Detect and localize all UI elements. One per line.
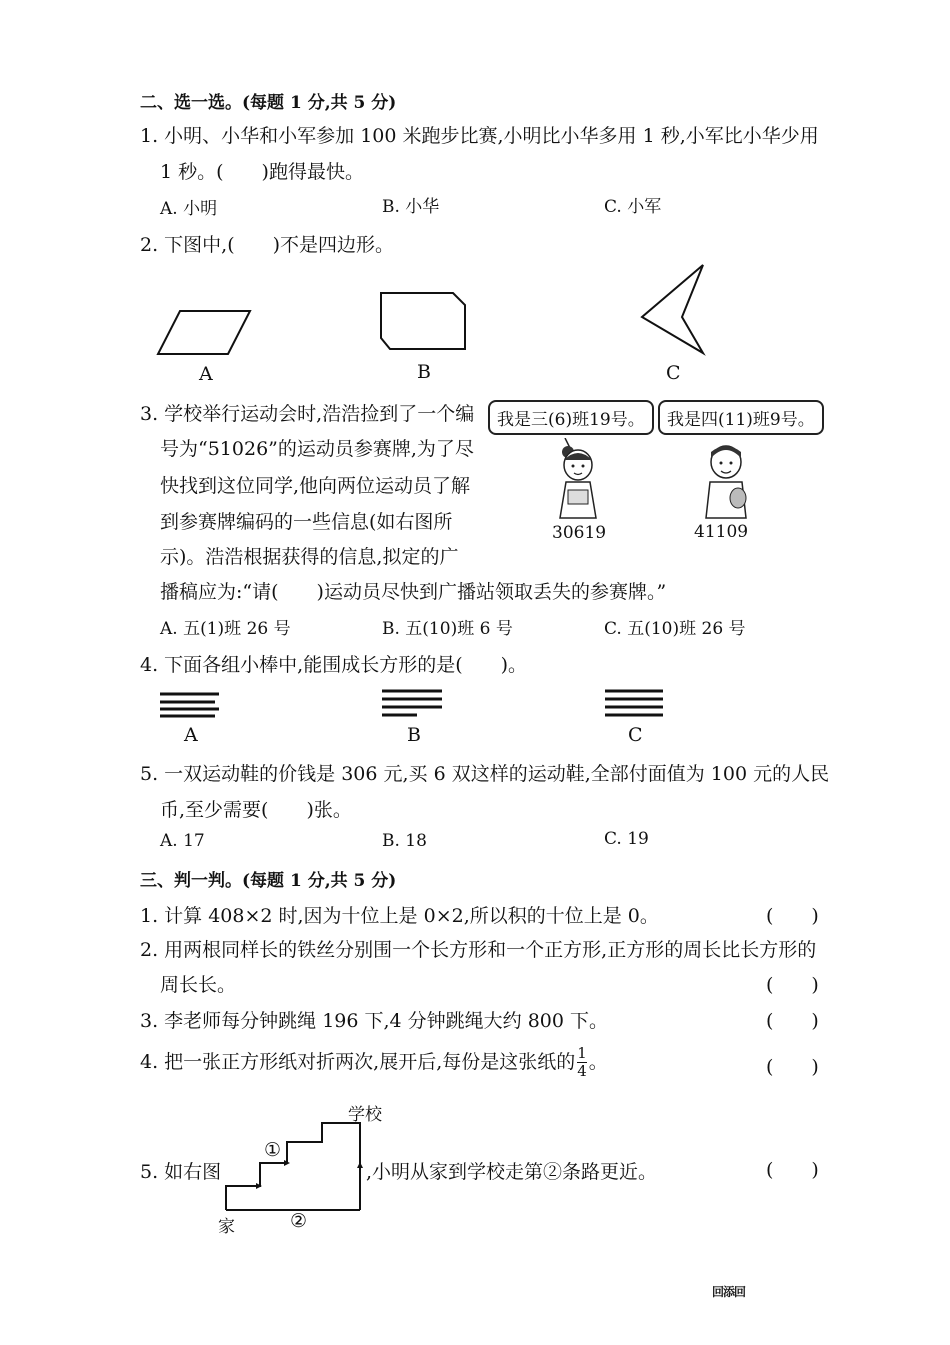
qr-code-mark: 回添回 (712, 1285, 746, 1299)
judge-q4-text: 4. 把一张正方形纸对折两次,展开后,每份是这张纸的 (140, 1051, 576, 1073)
girl-bib-number: 30619 (552, 523, 607, 543)
q2-label-b[interactable]: B (417, 361, 431, 383)
judge-q1-answer-paren[interactable]: ( ) (766, 905, 819, 927)
girl-speech-bubble: 我是三(6)班19号。 (488, 400, 654, 435)
q4-label-b[interactable]: B (407, 724, 421, 746)
one-quarter-fraction (577, 1046, 587, 1080)
q3-line5: 示)。浩浩根据获得的信息,拟定的广 (160, 546, 459, 568)
q5-option-a[interactable]: A. 17 (160, 831, 205, 851)
q3-line6: 播稿应为:“请( )运动员尽快到广播站领取丢失的参赛牌。” (160, 581, 667, 603)
q5-option-c[interactable]: C. 19 (604, 829, 649, 849)
judge-q5-answer-paren[interactable]: ( ) (766, 1159, 819, 1181)
girl-illustration (540, 438, 620, 520)
q4-label-c[interactable]: C (628, 724, 643, 746)
q3-line2: 号为“51026”的运动员参赛牌,为了尽 (160, 438, 474, 460)
fraction-denominator: 4 (577, 1062, 587, 1080)
judge-q4 (140, 1044, 608, 1080)
q4-sticks-group-a (160, 694, 219, 716)
q2-parallelogram-shape (158, 311, 250, 354)
q3-option-c[interactable]: C. 五(10)班 26 号 (604, 619, 746, 639)
map-label-school: 学校 (348, 1105, 382, 1125)
fraction-numerator: 1 (577, 1044, 587, 1063)
judge-q4-answer-paren[interactable]: ( ) (766, 1056, 819, 1078)
boy-speech-bubble: 我是四(11)班9号。 (658, 400, 824, 435)
q1-option-c[interactable]: C. 小军 (604, 197, 662, 217)
q3-line4: 到参赛牌编码的一些信息(如右图所 (160, 511, 453, 533)
boy-bib-number: 41109 (694, 522, 749, 542)
q5-line1: 5. 一双运动鞋的价钱是 306 元,买 6 双这样的运动鞋,全部付面值为 100 元的人民 (140, 763, 830, 785)
q2-label-a[interactable]: A (199, 363, 213, 385)
q2-concave-shape (642, 265, 703, 353)
q1-option-a[interactable]: A. 小明 (160, 199, 218, 219)
judge-q5-prefix: 5. 如右图 (140, 1161, 222, 1183)
q1-line2: 1 秒。( )跑得最快。 (160, 161, 364, 183)
route-stair-path (226, 1123, 360, 1210)
q3-line1: 3. 学校举行运动会时,浩浩捡到了一个编 (140, 403, 475, 425)
section3-title: 三、判一判。(每题 1 分,共 5 分) (140, 871, 397, 891)
q2-cut-corner-rectangle-shape (381, 293, 465, 349)
q1-option-b[interactable]: B. 小华 (382, 197, 440, 217)
q4-label-a[interactable]: A (184, 724, 198, 746)
q2-label-c[interactable]: C (666, 362, 681, 384)
q4-sticks-group-c (605, 691, 663, 715)
section2-title: 二、选一选。(每题 1 分,共 5 分) (140, 93, 397, 113)
q4-line1: 4. 下面各组小棒中,能围成长方形的是( )。 (140, 654, 528, 676)
judge-q4-end: 。 (588, 1051, 608, 1073)
map-label-home: 家 (218, 1217, 235, 1237)
judge-q2-line1: 2. 用两根同样长的铁丝分别围一个长方形和一个正方形,正方形的周长比长方形的 (140, 939, 817, 961)
q2-line1: 2. 下图中,( )不是四边形。 (140, 234, 395, 256)
judge-q3-answer-paren[interactable]: ( ) (766, 1010, 819, 1032)
q4-sticks-figure (155, 688, 675, 722)
q5-line2: 币,至少需要( )张。 (160, 799, 352, 821)
q4-sticks-group-b (382, 691, 442, 715)
judge-q3: 3. 李老师每分钟跳绳 196 下,4 分钟跳绳大约 800 下。 (140, 1010, 609, 1032)
map-route-one-label: ① (264, 1139, 282, 1161)
q5-option-b[interactable]: B. 18 (382, 831, 427, 851)
judge-q2-line2: 周长长。 (160, 974, 237, 996)
q2-shapes-figure (150, 255, 730, 365)
map-route-two-label: ② (290, 1210, 308, 1232)
boy-illustration (690, 438, 770, 520)
judge-q1: 1. 计算 408×2 时,因为十位上是 0×2,所以积的十位上是 0。 (140, 905, 659, 927)
q3-option-a[interactable]: A. 五(1)班 26 号 (160, 619, 291, 639)
q3-line3: 快找到这位同学,他向两位运动员了解 (160, 475, 471, 497)
q1-line1: 1. 小明、小华和小军参加 100 米跑步比赛,小明比小华多用 1 秒,小军比小华少用 (140, 125, 819, 147)
judge-q2-answer-paren[interactable]: ( ) (766, 974, 819, 996)
q3-option-b[interactable]: B. 五(10)班 6 号 (382, 619, 513, 639)
judge-q5-suffix: ,小明从家到学校走第②条路更近。 (366, 1161, 658, 1183)
